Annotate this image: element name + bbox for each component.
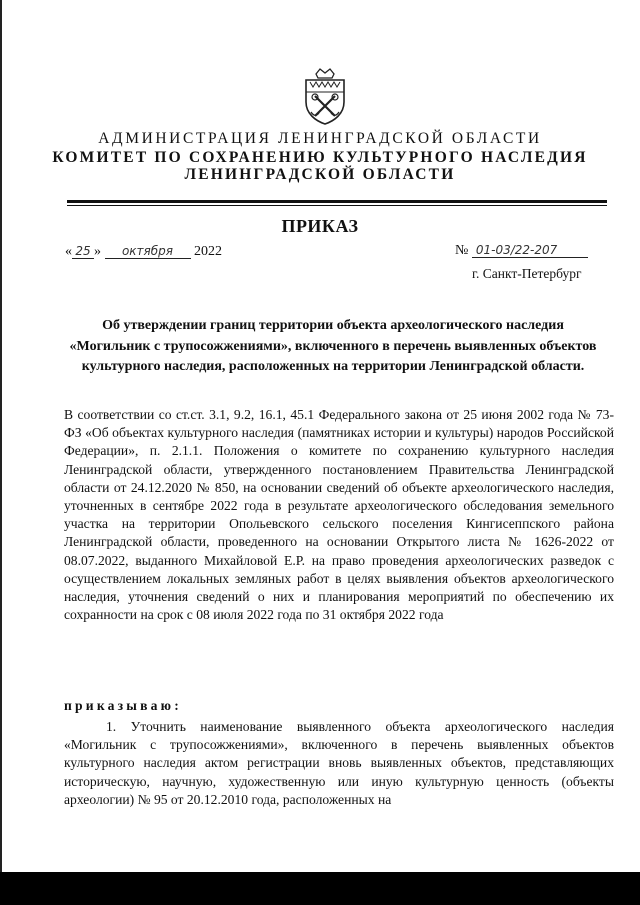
date-year: 2022 (194, 244, 222, 259)
scan-bottom-edge (0, 872, 640, 905)
committee-name: КОМИТЕТ ПО СОХРАНЕНИЮ КУЛЬТУРНОГО НАСЛЕДИЯ (52, 149, 588, 166)
committee-region: ЛЕНИНГРАДСКОЙ ОБЛАСТИ (184, 166, 456, 183)
order-date (65, 244, 222, 260)
order-number (455, 243, 588, 259)
header-rule-thin (67, 205, 607, 206)
document-title: ПРИКАЗ (281, 216, 359, 236)
number-value: 01-03/22-207 (472, 243, 588, 258)
administration-name: АДМИНИСТРАЦИЯ ЛЕНИНГРАДСКОЙ ОБЛАСТИ (98, 130, 542, 147)
decree-word: приказываю: (64, 698, 182, 713)
coat-of-arms-icon (298, 66, 352, 126)
date-close-quote: » (94, 244, 101, 259)
date-open-quote: « (65, 244, 72, 259)
preamble-paragraph: В соответствии со ст.ст. 3.1, 9.2, 16.1, 45.1 Федерального закона от 25 июня 2002 года № 73-ФЗ «Об объектах культурного наследия (памятниках истории и культуры) народов Российской Федерации», п. 2.1.1. Положения о комитете по сохранению культурного наследия Ленинградской области, утвержденного постановлением Правительства Ленинградской области от 24.12.2020 № 850, на основании сведений об объекте археологического наследия, уточненных в сентябре 2022 года в результате археологического обследования земельного участка на территории Опольевского сельского поселения Кингисеппского района Ленинградской области, проведенного на основании Открытого листа № 1626-2022 от 08.07.2022, выданного Михайловой Е.Р. на право проведения археологических разведок с осуществлением локальных земляных работ в целях выявления объектов археологического наследия, уточнения сведений о них и планирования мероприятий по обеспечению их сохранности на срок с 08 июля 2022 года по 31 октября 2022 года (64, 407, 614, 623)
order-subject: Об утверждении границ территории объекта археологического наследия «Могильник с трупосожжениями», включенного в перечень выявленных объектов культурного наследия, расположенных на территории Ленинградской области. (69, 318, 597, 374)
header-rule-thick (67, 200, 607, 203)
order-item-1: 1. Уточнить наименование выявленного объекта археологического наследия «Могильник с трупосожжениями», включенного в перечень выявленных объектов культурного наследия актом регистрации вновь выявленных объектов, представляющих историческую, научную, художественную или иную культурную ценность (объекты археологии) № 95 от 20.12.2010 года, расположенных на (64, 719, 614, 807)
city-line: г. Санкт-Петербург (472, 266, 582, 281)
number-prefix: № (455, 243, 469, 258)
date-month: октября (105, 244, 191, 259)
date-day: 25 (72, 244, 94, 259)
